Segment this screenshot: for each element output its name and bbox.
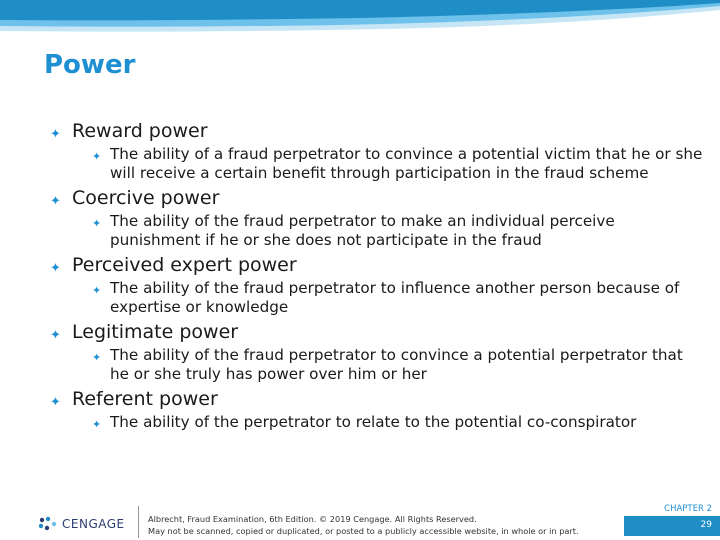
bullet-detail: The ability of the fraud perpetrator to convince a potential perpetrator that he or she truly has power over him or her bbox=[110, 346, 683, 383]
sub-bullet-item bbox=[92, 413, 704, 432]
bullet-detail: The ability of the perpetrator to relate to the potential co-conspirator bbox=[110, 413, 637, 431]
bullet-detail: The ability of the fraud perpetrator to influence another person because of expertise or knowledge bbox=[110, 279, 680, 316]
sub-bullet-item bbox=[92, 145, 704, 183]
header-banner bbox=[0, 0, 720, 36]
bullet-item bbox=[44, 254, 704, 277]
page-number-bar bbox=[624, 516, 720, 536]
cengage-logo-icon bbox=[38, 516, 58, 532]
sub-bullet-item bbox=[92, 346, 704, 384]
sub-bullet-icon: ✦ bbox=[92, 217, 102, 230]
bullet-item bbox=[44, 388, 704, 411]
bullet-icon: ✦ bbox=[50, 127, 61, 142]
bullet-heading: Referent power bbox=[72, 388, 218, 410]
sub-bullet-icon: ✦ bbox=[92, 284, 102, 297]
bullet-icon: ✦ bbox=[50, 395, 61, 410]
bullet-heading: Legitimate power bbox=[72, 321, 239, 343]
sub-bullet-icon: ✦ bbox=[92, 351, 102, 364]
copyright-line: May not be scanned, copied or duplicated, or posted to a publicly accessible website, in whole or in part. bbox=[148, 526, 579, 536]
bullet-icon: ✦ bbox=[50, 328, 61, 343]
bullet-heading: Coercive power bbox=[72, 187, 220, 209]
sub-bullet-item bbox=[92, 212, 704, 250]
bullet-heading: Reward power bbox=[72, 120, 208, 142]
copyright-notice bbox=[148, 513, 579, 537]
page-number: 29 bbox=[700, 520, 712, 530]
sub-bullet-item bbox=[92, 279, 704, 317]
sub-bullet-icon: ✦ bbox=[92, 418, 102, 431]
bullet-heading: Perceived expert power bbox=[72, 254, 297, 276]
bullet-detail: The ability of the fraud perpetrator to make an individual perceive punishment if he or she does not participate in the fraud bbox=[110, 212, 615, 249]
bullet-icon: ✦ bbox=[50, 194, 61, 209]
footer-divider bbox=[138, 506, 139, 538]
cengage-logo bbox=[38, 516, 125, 532]
bullet-item bbox=[44, 321, 704, 344]
logo-text: CENGAGE bbox=[62, 517, 125, 531]
bullet-icon: ✦ bbox=[50, 261, 61, 276]
bullet-list bbox=[44, 116, 704, 434]
chapter-label: CHAPTER 2 bbox=[664, 504, 712, 514]
bullet-item bbox=[44, 120, 704, 143]
bullet-item bbox=[44, 187, 704, 210]
slide-footer bbox=[0, 496, 720, 540]
copyright-line: Albrecht, Fraud Examination, 6th Edition. © 2019 Cengage. All Rights Reserved. bbox=[148, 514, 477, 524]
bullet-detail: The ability of a fraud perpetrator to convince a potential victim that he or she will receive a certain benefit through participation in the fraud scheme bbox=[110, 145, 703, 182]
slide-title: Power bbox=[44, 50, 136, 80]
sub-bullet-icon: ✦ bbox=[92, 150, 102, 163]
